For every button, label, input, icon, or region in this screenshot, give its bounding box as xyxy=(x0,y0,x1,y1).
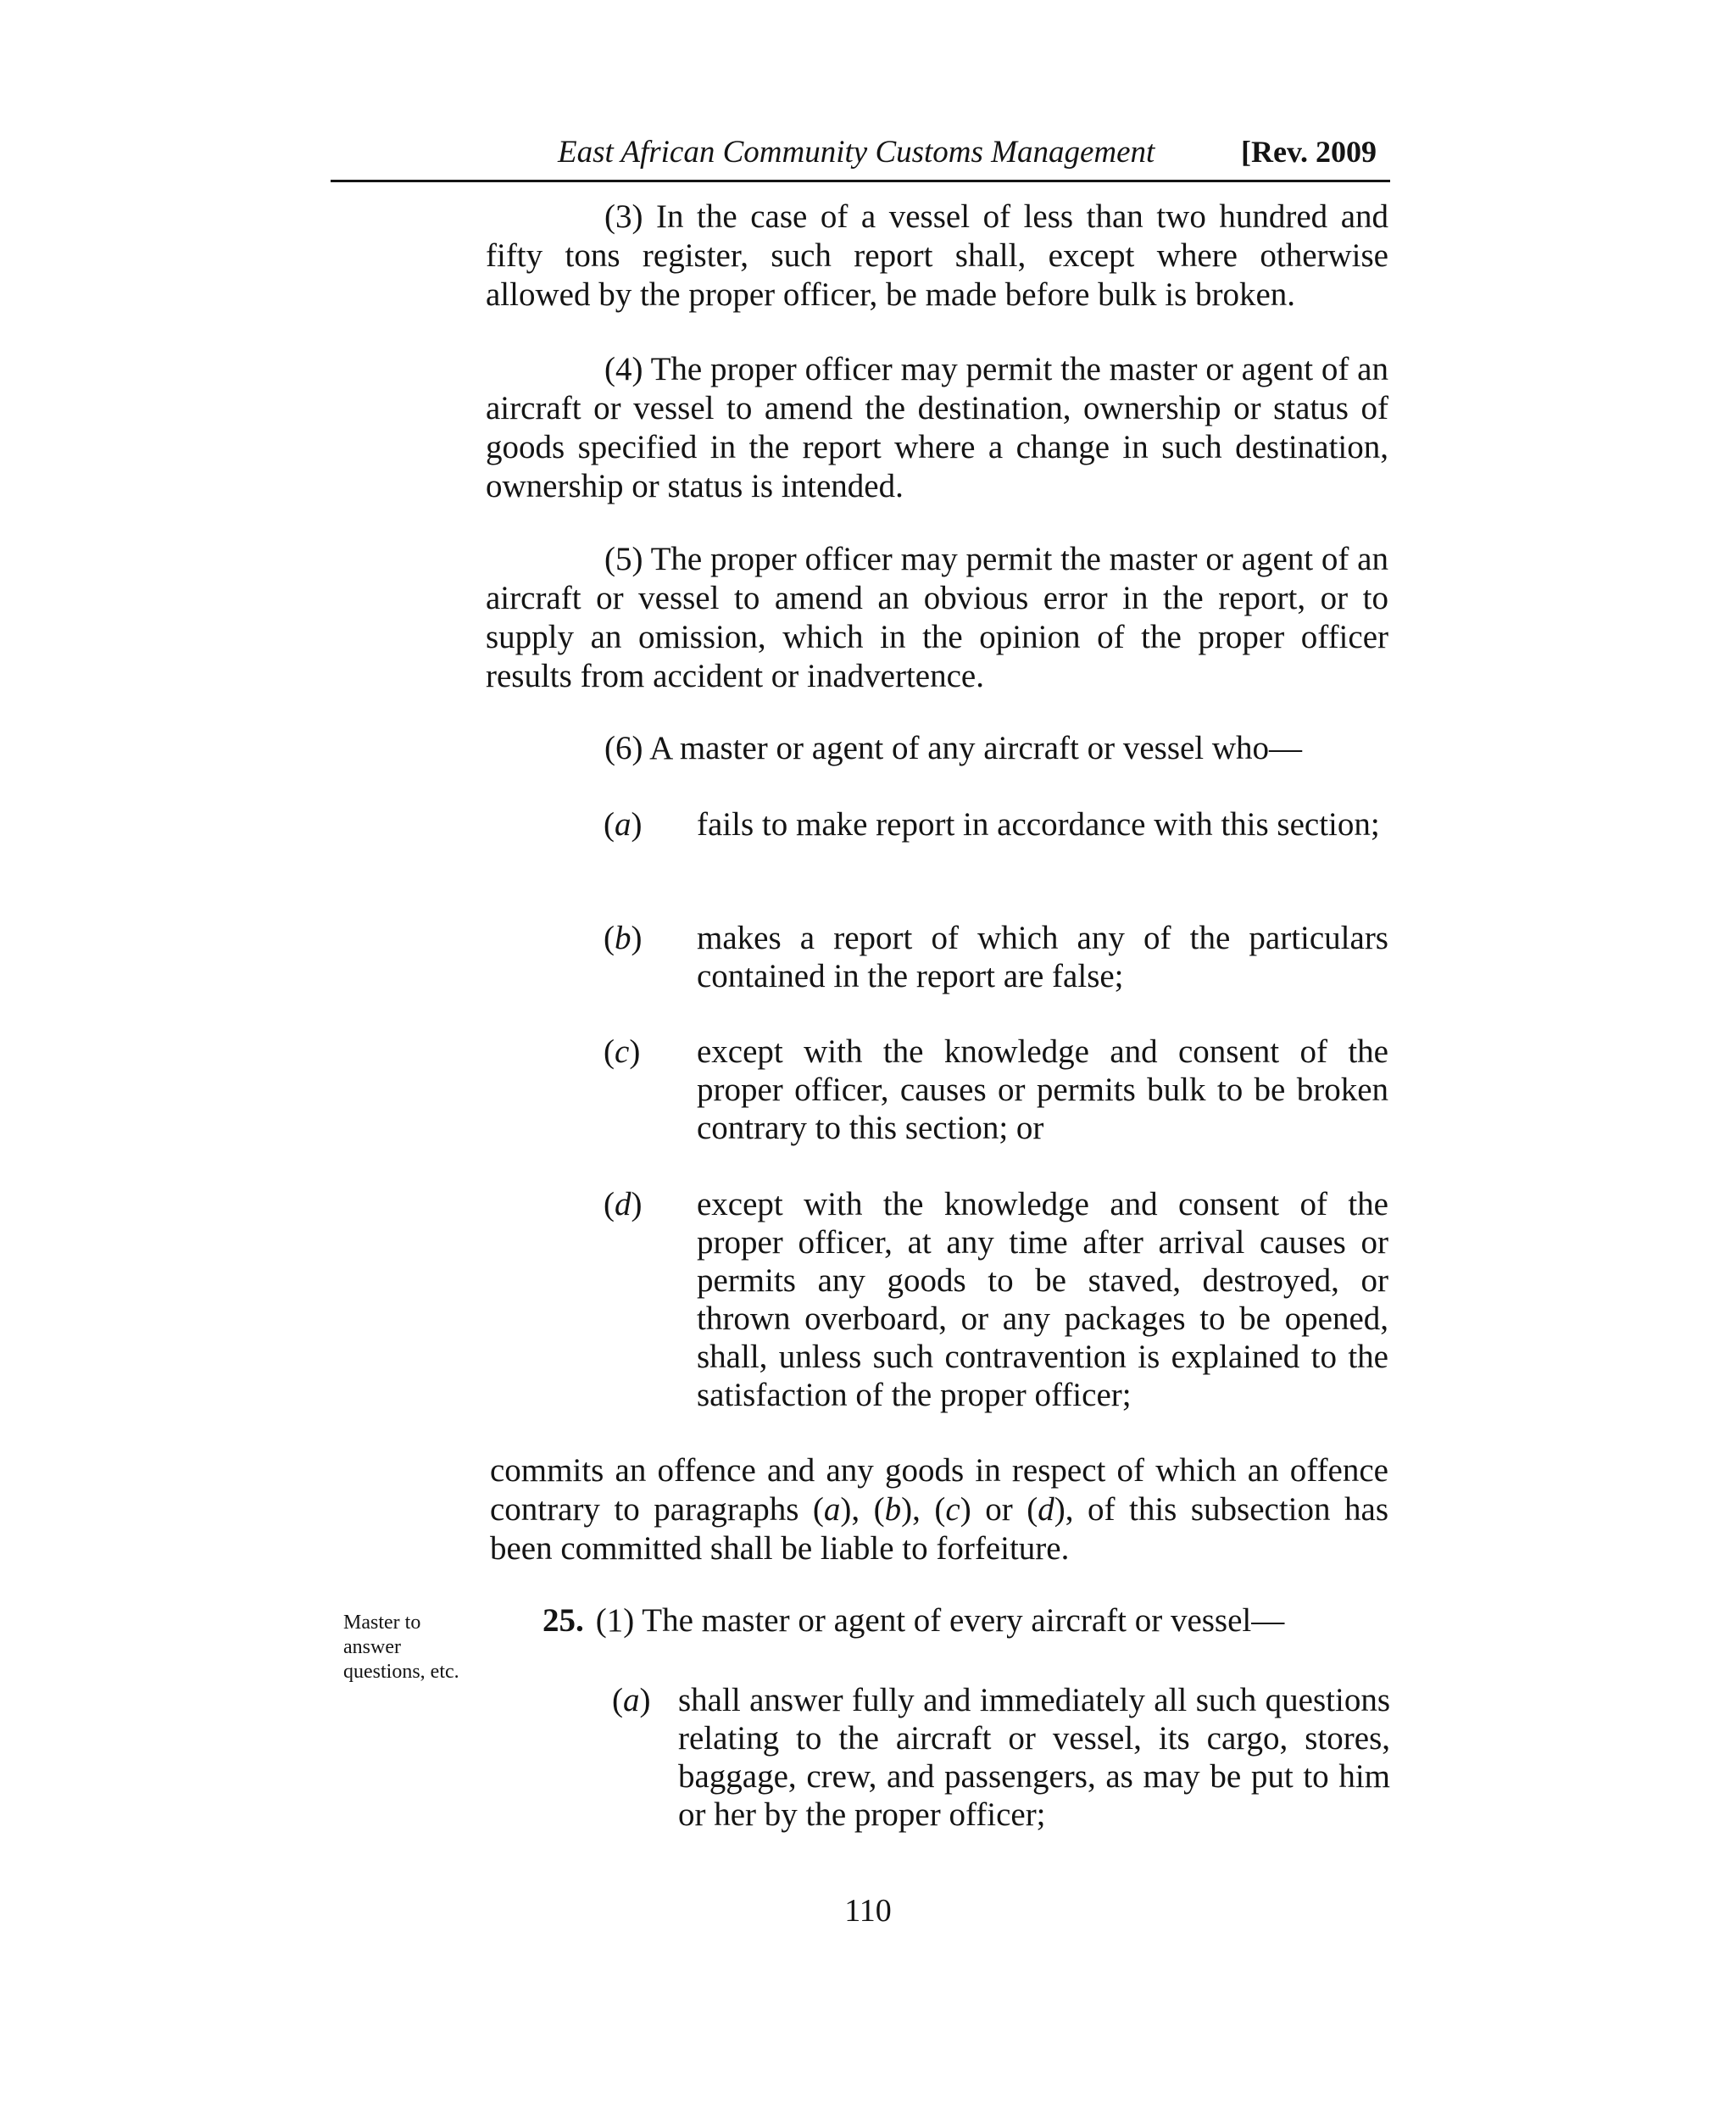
paragraph-label: (a) xyxy=(612,1682,651,1718)
header-title: East African Community Customs Management xyxy=(558,135,1155,170)
paragraph-text: except with the knowledge and consent of the proper officer, causes or permits bulk to be broken contrary to this section; or xyxy=(697,1033,1388,1146)
paragraph-text: except with the knowledge and consent of the proper officer, at any time after arrival causes or permits any goods to be staved, destroyed, or thrown overboard, or any packages to be opened, shall, unless such contravention is explained to the satisfaction of the proper officer; xyxy=(697,1186,1388,1413)
paragraph-6a xyxy=(604,805,1388,844)
paragraph-text: fails to make report in accordance with this section; xyxy=(697,806,1380,843)
subsection-6: (6) A master or agent of any aircraft or vessel who— xyxy=(604,730,1303,766)
paragraph-text: shall answer fully and immediately all such questions relating to the aircraft or vessel, its cargo, stores, baggage, crew, and passengers, as may be put to him or her by the proper officer; xyxy=(678,1682,1390,1833)
subsection-4: (4) The proper officer may permit the master or agent of an aircraft or vessel to amend the destination, ownership or status of goods specified in the report where a change in such destination, ownership or status is intended. xyxy=(486,351,1388,504)
subsection-5: (5) The proper officer may permit the master or agent of an aircraft or vessel to amend an obvious error in the report, or to supply an omission, which in the opinion of the proper officer results from accident or inadvertence. xyxy=(486,541,1388,694)
subsection-3: (3) In the case of a vessel of less than two hundred and fifty tons register, such report shall, except where otherwise allowed by the proper officer, be made before bulk is broken. xyxy=(486,198,1388,313)
header-revision: [Rev. 2009 xyxy=(1241,135,1377,169)
paragraph-text: makes a report of which any of the particulars contained in the report are false; xyxy=(697,920,1388,994)
offence-clause: commits an offence and any goods in respect of which an offence contrary to paragraphs (a), (b), (c) or (d), of this subsection has been committed shall be liable to forfeiture. xyxy=(490,1452,1389,1567)
paragraph-25-1a xyxy=(612,1681,1390,1834)
paragraph-6c xyxy=(604,1033,1388,1147)
paragraph-label: (d) xyxy=(604,1186,643,1222)
page-number: 110 xyxy=(844,1893,892,1929)
section-25-heading xyxy=(542,1601,1390,1640)
marginal-note: Master to answer questions, etc. xyxy=(343,1612,459,1683)
section-number: 25. xyxy=(542,1602,584,1639)
paragraph-label: (c) xyxy=(604,1033,641,1070)
running-header xyxy=(331,127,1390,187)
paragraph-label: (a) xyxy=(604,806,643,843)
section-25-subsection-1: (1) The master or agent of every aircraft or vessel— xyxy=(595,1602,1285,1639)
paragraph-6d xyxy=(604,1185,1388,1414)
paragraph-label: (b) xyxy=(604,920,643,956)
header-rule xyxy=(331,180,1390,182)
paragraph-6b xyxy=(604,919,1388,995)
